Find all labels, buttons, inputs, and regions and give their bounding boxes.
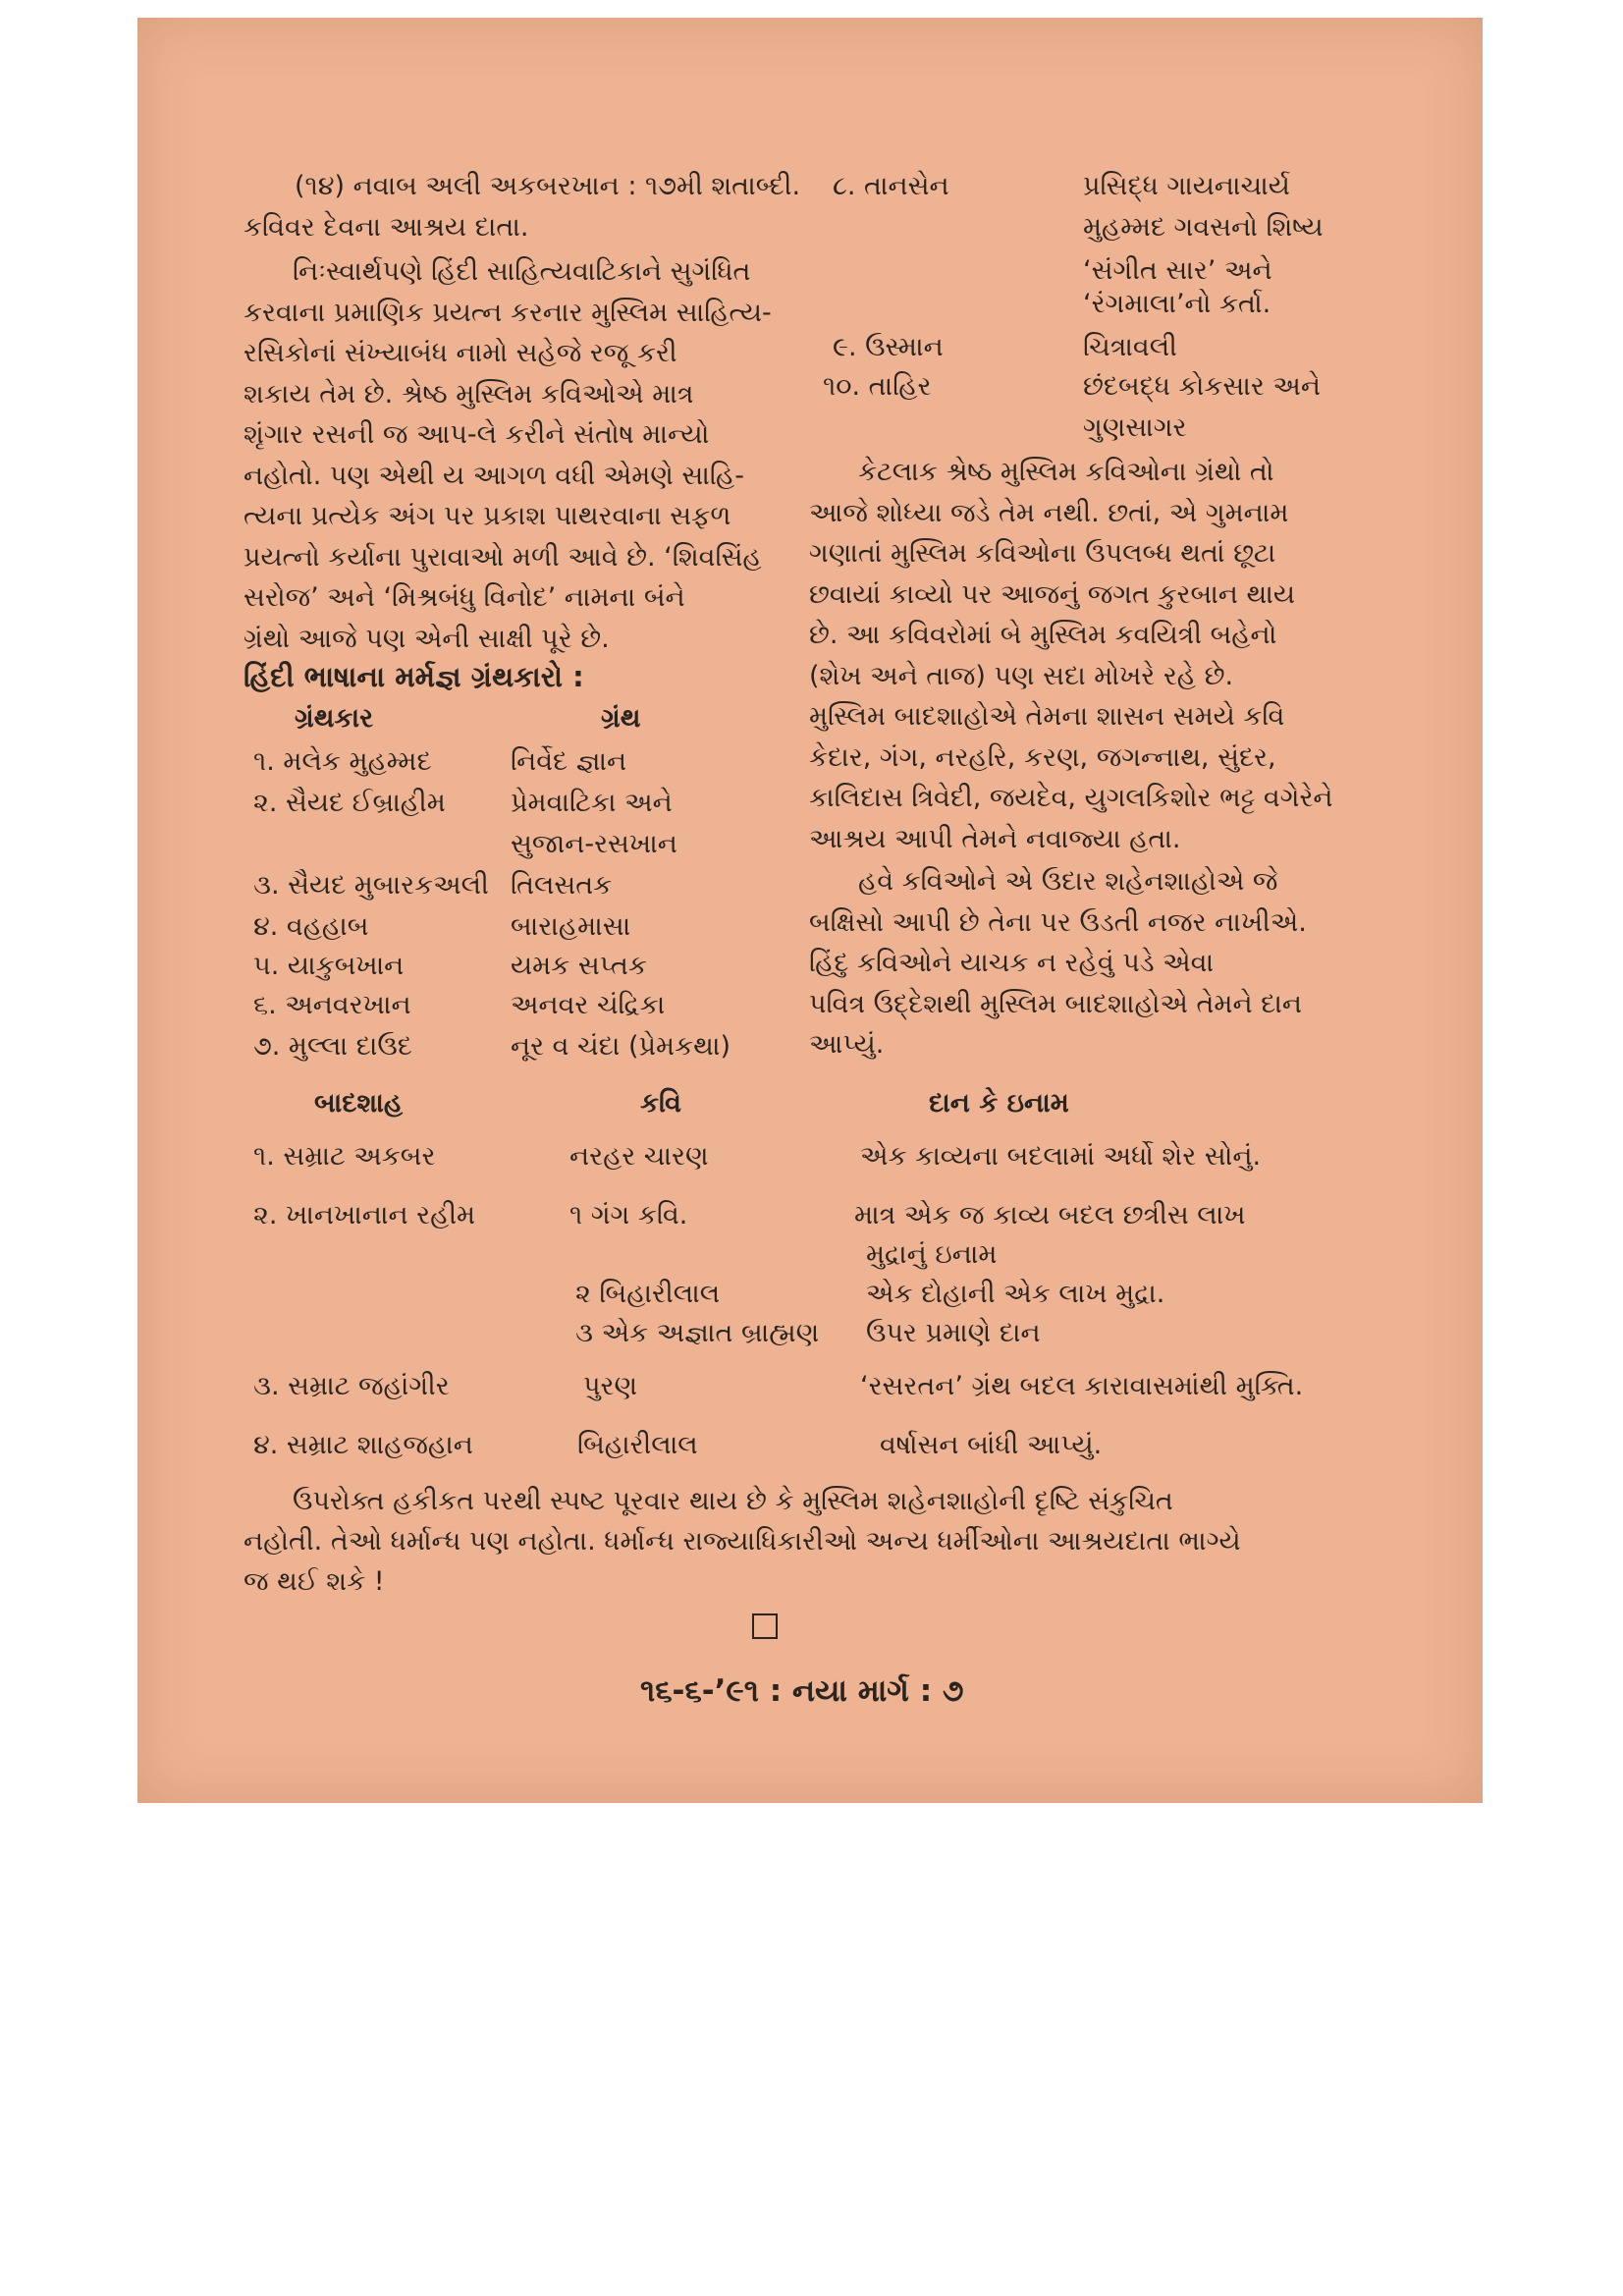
entry-14-line: (૧૪) નવાબ અલી અકબરખાન : ૧૭મી શતાબ્દી. — [295, 171, 801, 201]
para-line: (શેખ અને તાજ) પણ સદા મોખરે રહે છે. — [809, 660, 1234, 691]
end-mark-square — [752, 1613, 778, 1639]
book-title: યમક સપ્તક — [511, 951, 647, 981]
para-line: છે. આ કવિવરોમાં બે મુસ્લિમ કવયિત્રી બહેનો — [809, 620, 1277, 650]
king-name: ૩. સમ્રાટ જહાંગીર — [253, 1371, 450, 1401]
book-title: છંદબદ્ધ કોકસાર અને — [1083, 371, 1322, 402]
author-name: ૭. મુલ્લા દાઉદ — [253, 1031, 412, 1062]
book-title: નૂર વ ચંદા (પ્રેમકથા) — [511, 1031, 730, 1062]
para-line: શૃંગાર રસની જ આપ-લે કરીને સંતોષ માન્યો — [243, 419, 710, 450]
author-name: ૯. ઉસ્માન — [833, 332, 944, 362]
para-line: ગણાતાં મુસ્લિમ કવિઓના ઉપલબ્ધ થતાં છૂટા — [809, 538, 1276, 569]
para-line: પ્રયત્નો કર્યાના પુરાવાઓ મળી આવે છે. ‘શિવસિંહ — [243, 541, 762, 573]
page-footer: ૧૬-૬-’૯૧ : નયા માર્ગ : ૭ — [640, 1673, 964, 1709]
poet-name: ૨ બિહારીલાલ — [575, 1279, 721, 1309]
book-title: પ્રેમવાટિકા અને — [511, 788, 673, 818]
author-name: ૫. યાકુબખાન — [253, 951, 405, 981]
author-name: ૧. મલેક મુહમ્મદ — [253, 746, 432, 777]
book-title: નિર્વેદ જ્ઞાન — [511, 746, 627, 777]
para-line: આશ્રય આપી તેમને નવાજ્યા હતા. — [809, 823, 1181, 854]
book-title: અનવર ચંદ્રિકા — [511, 990, 666, 1020]
para-line: આજે શોધ્યા જડે તેમ નથી. છતાં, એ ગુમનામ — [809, 497, 1289, 528]
right-paragraph-2 — [809, 861, 1339, 1066]
table-header-poet: કવિ — [640, 1088, 681, 1119]
book-title: ‘રંગમાલા’નો કર્તા. — [1083, 289, 1271, 319]
column-header-book: ગ્રંથ — [601, 703, 641, 734]
section-heading: હિંદી ભાષાના મર્મજ્ઞ ગ્રંથકારો : — [243, 660, 584, 693]
para-line: બક્ષિસો આપી છે તેના પર ઉડતી નજર નાખીએ. — [809, 906, 1307, 938]
column-header-author: ગ્રંથકાર — [295, 703, 374, 734]
author-name: ૮. તાનસેન — [833, 171, 949, 201]
gift-text: મુદ્રાનું ઇનામ — [866, 1239, 998, 1270]
para-line: કાલિદાસ ત્રિવેદી, જયદેવ, યુગલકિશોર ભટ્ટ વગેરેને — [809, 783, 1333, 813]
author-name: ૨. સૈયદ ઈબ્રાહીમ — [253, 788, 446, 818]
author-name: ૧૦. તાહિર — [823, 371, 932, 402]
author-name: ૬. અનવરખાન — [253, 990, 411, 1020]
para-line: નહોતી. તેઓ ધર્માન્ધ પણ નહોતા. ધર્માન્ધ રાજ્યાધિકારીઓ અન્ય ધર્મીઓના આશ્રયદાતા ભાગ્યે — [243, 1526, 1241, 1557]
para-line: છવાયાં કાવ્યો પર આજનું જગત કુરબાન થાય — [809, 578, 1295, 610]
para-line: પવિત્ર ઉદ્દેશથી મુસ્લિમ બાદશાહોએ તેમને દાન — [809, 988, 1302, 1019]
para-line: સરોજ’ અને ‘મિશ્રબંધુ વિનોદ’ નામના બંને — [243, 582, 685, 613]
para-line: ગ્રંથો આજે પણ એની સાક્ષી પૂરે છે. — [243, 623, 610, 654]
para-line: નિઃસ્વાર્થપણે હિંદી સાહિત્યવાટિકાને સુગંધિત — [293, 256, 751, 287]
para-line: આપ્યું. — [809, 1029, 885, 1060]
book-title: ચિત્રાવલી — [1083, 332, 1177, 362]
para-line: હિંદુ કવિઓને યાચક ન રહેવું પડે એવા — [809, 948, 1215, 978]
intro-paragraph — [243, 251, 774, 659]
king-name: ૨. ખાનખાનાન રહીમ — [253, 1200, 476, 1230]
gift-text: માત્ર એક જ કાવ્ય બદલ છત્રીસ લાખ — [854, 1200, 1246, 1230]
table-header-gift: દાન કે ઇનામ — [929, 1088, 1069, 1119]
author-name: ૪. વહહાબ — [253, 911, 369, 942]
para-line: હવે કવિઓને એ ઉદાર શહેનશાહોએ જે — [858, 866, 1278, 897]
gift-text: એક કાવ્યના બદલામાં અર્ધો શેર સોનું. — [860, 1141, 1262, 1172]
para-line: કરવાના પ્રમાણિક પ્રયત્ન કરનાર મુસ્લિમ સાહિત્ય- — [243, 297, 772, 328]
author-name: ૩. સૈયદ મુબારકઅલી — [253, 870, 489, 901]
poet-name: ૧ ગંગ કવિ. — [569, 1200, 688, 1230]
poet-name: નરહર ચારણ — [569, 1141, 709, 1172]
book-title: પ્રસિદ્ધ ગાયનાચાર્ય — [1083, 171, 1290, 201]
para-line: જ થઈ શકે ! — [243, 1566, 385, 1597]
para-line: નહોતો. પણ એથી ય આગળ વધી એમણે સાહિ- — [243, 460, 744, 491]
gift-text: ‘રસરતન’ ગ્રંથ બદલ કારાવાસમાંથી મુક્તિ. — [860, 1371, 1304, 1401]
para-line: મુસ્લિમ બાદશાહોએ તેમના શાસન સમયે કવિ — [809, 701, 1285, 732]
para-line: રસિકોનાં સંખ્યાબંધ નામો સહેજે રજૂ કરી — [243, 338, 677, 368]
book-title: ગુણસાગર — [1083, 412, 1187, 443]
para-line: શકાય તેમ છે. શ્રેષ્ઠ મુસ્લિમ કવિઓએ માત્ર — [243, 378, 694, 410]
para-line: કેદાર, ગંગ, નરહરિ, કરણ, જગન્નાથ, સુંદર, — [809, 741, 1276, 773]
book-title: તિલસતક — [511, 870, 613, 901]
para-line: કેટલાક શ્રેષ્ઠ મુસ્લિમ કવિઓના ગ્રંથો તો — [858, 457, 1274, 487]
poet-name: પુરણ — [583, 1371, 638, 1401]
book-title: બારાહમાસા — [511, 911, 631, 942]
gift-text: એક દોહાની એક લાખ મુદ્રા. — [866, 1279, 1165, 1309]
gift-text: વર્ષાસન બાંધી આપ્યું. — [880, 1430, 1103, 1460]
para-line: ત્યના પ્રત્યેક અંગ પર પ્રકાશ પાથરવાના સફળ — [243, 501, 731, 531]
book-title: ‘સંગીત સાર’ અને — [1083, 255, 1272, 286]
gift-text: ઉપર પ્રમાણે દાન — [866, 1318, 1041, 1348]
king-name: ૪. સમ્રાટ શાહજહાન — [253, 1430, 473, 1460]
entry-14-line: કવિવર દેવના આશ્રય દાતા. — [243, 212, 529, 243]
book-title: મુહમ્મદ ગવસનો શિષ્ય — [1083, 212, 1324, 243]
book-title: સુજાન-રસખાન — [511, 829, 677, 859]
para-line: ઉપરોક્ત હકીકત પરથી સ્પષ્ટ પૂરવાર થાય છે કે મુસ્લિમ શહેનશાહોની દૃષ્ટિ સંકુચિત — [293, 1486, 1173, 1516]
closing-paragraph — [243, 1481, 1304, 1602]
king-name: ૧. સમ્રાટ અકબર — [253, 1141, 436, 1172]
poet-name: ૩ એક અજ્ઞાત બ્રાહ્મણ — [575, 1318, 820, 1348]
right-paragraph-1 — [809, 452, 1339, 859]
table-header-king: બાદશાહ — [314, 1088, 404, 1119]
poet-name: બિહારીલાલ — [577, 1430, 698, 1460]
